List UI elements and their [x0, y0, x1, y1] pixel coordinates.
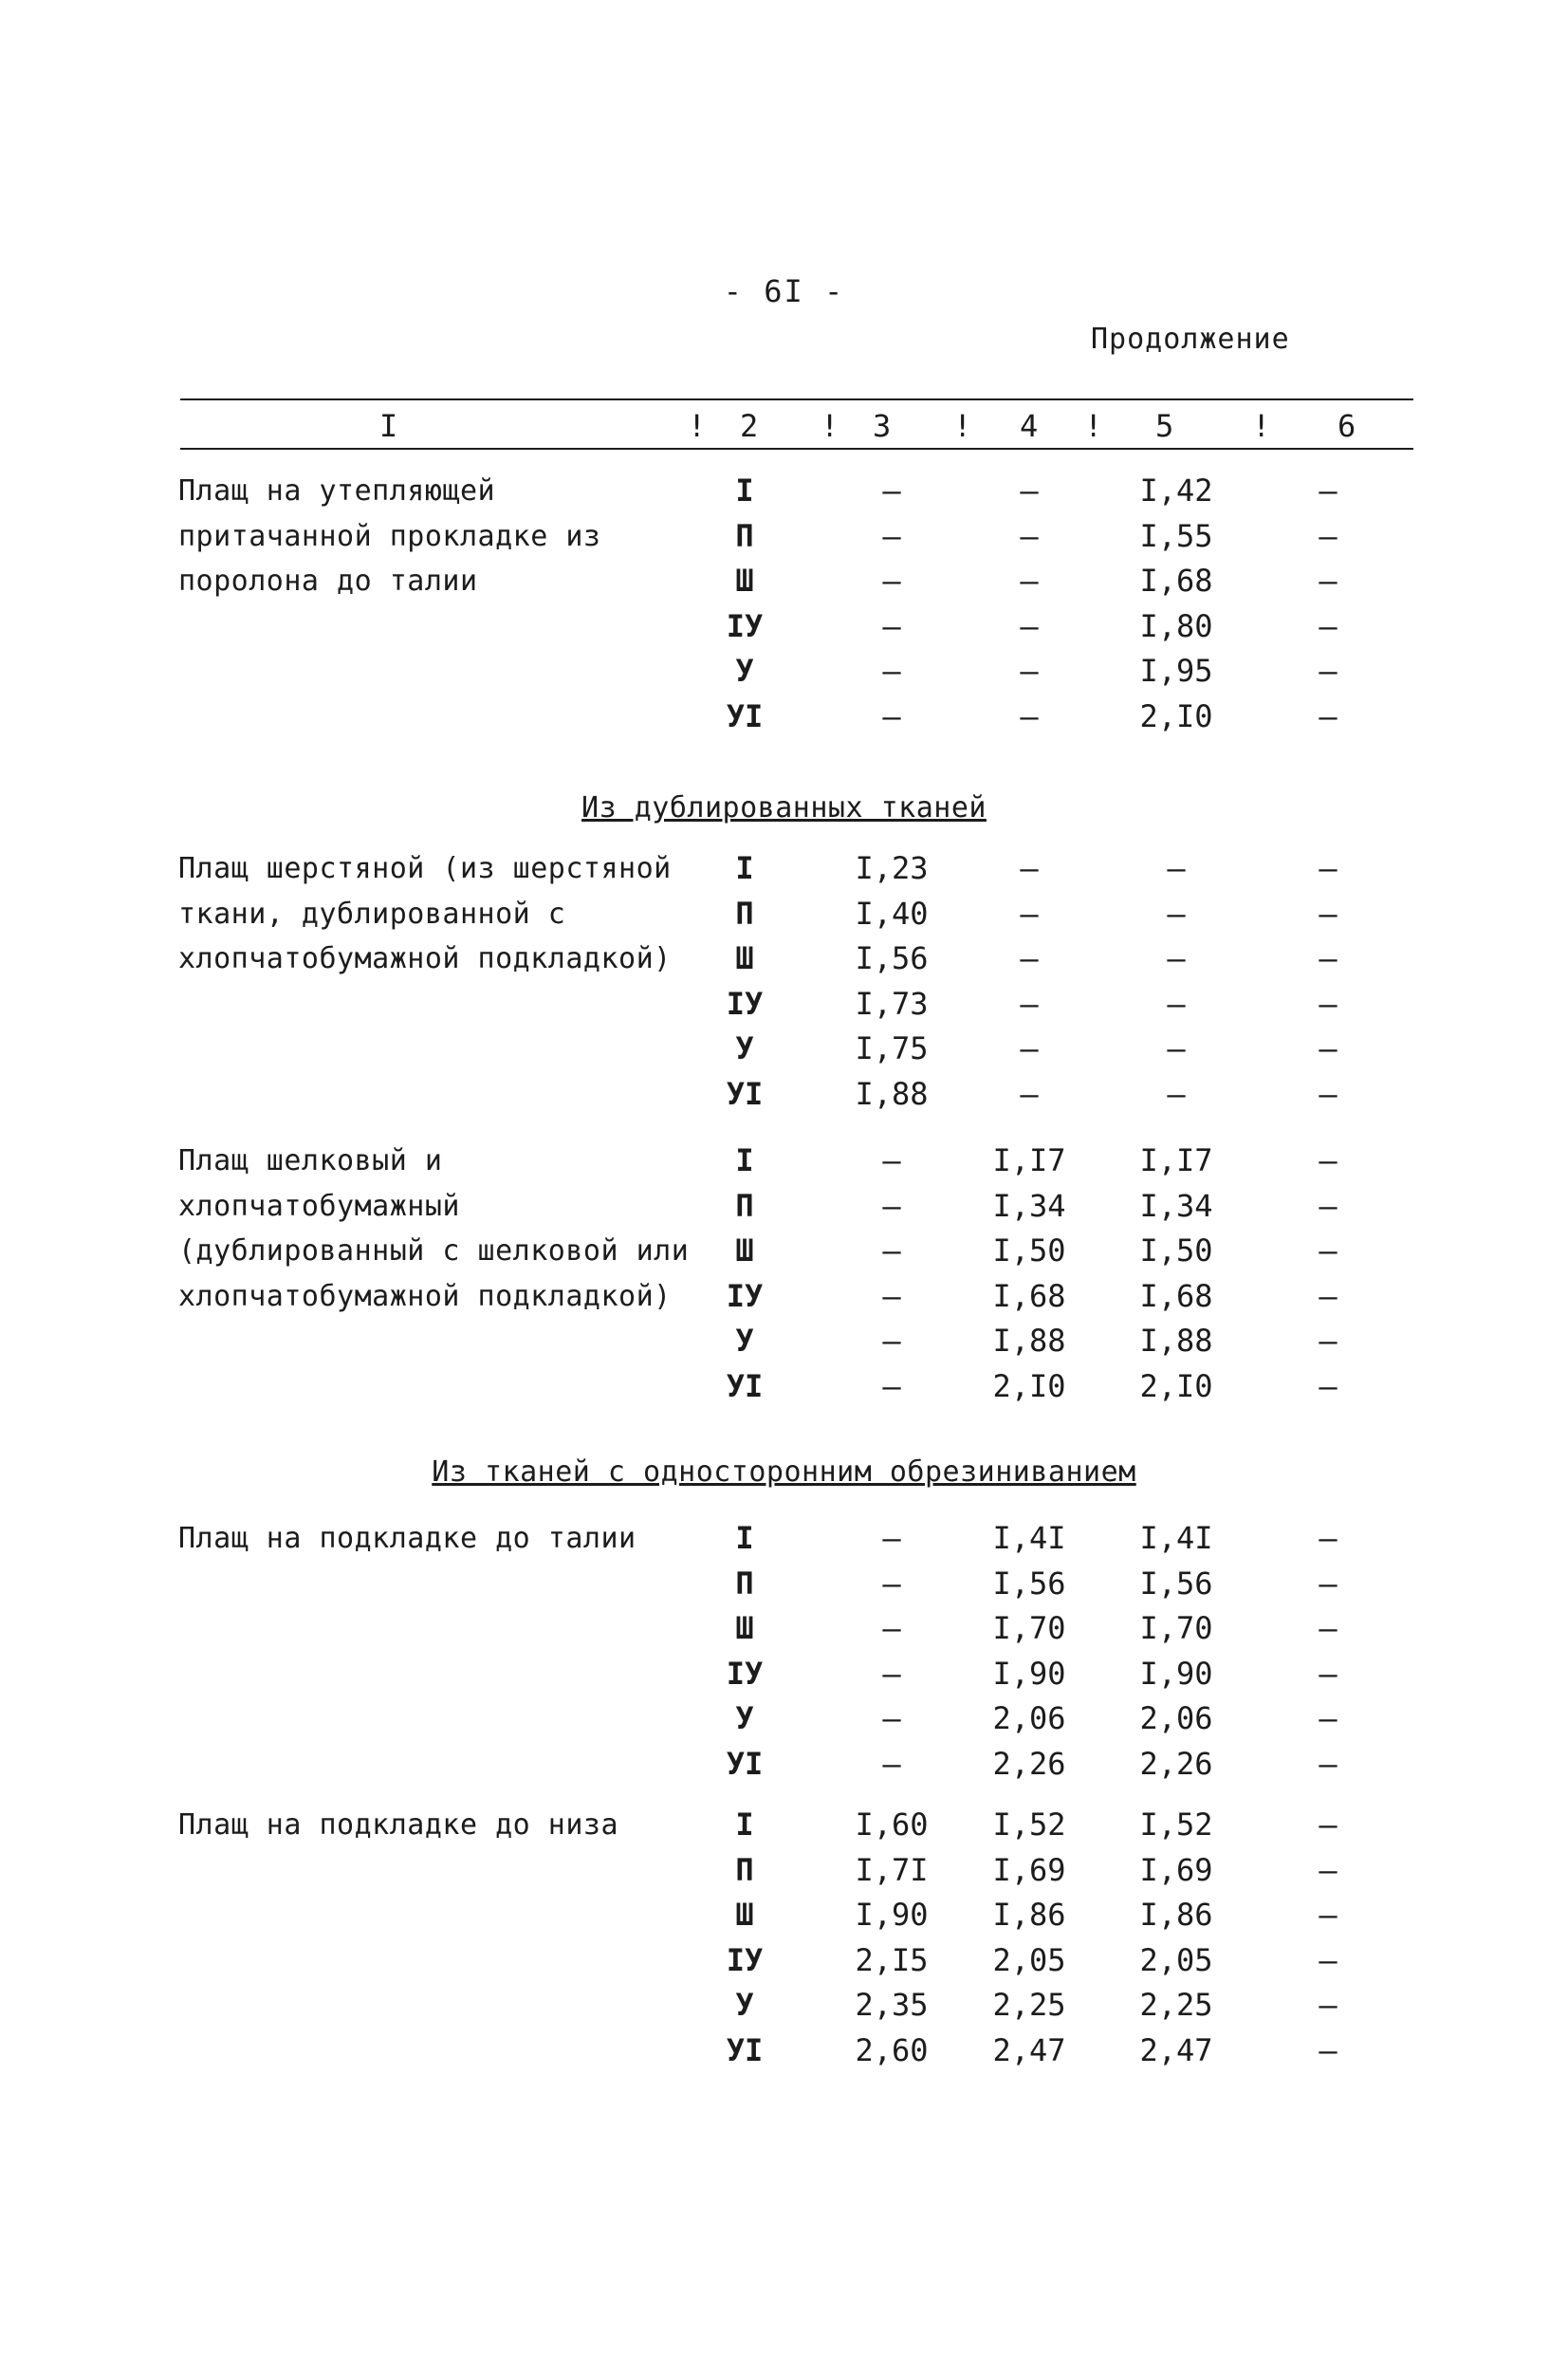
row-col-5: I,34 — [1139, 1187, 1213, 1224]
page-number: - 6I - — [723, 273, 845, 309]
row-size: П — [735, 1187, 754, 1224]
row-col-4: I,50 — [992, 1232, 1066, 1269]
table-row — [0, 1562, 1568, 1607]
row-size: У — [735, 1323, 754, 1360]
row-size: УI — [726, 1745, 764, 1782]
row-col-3: – — [882, 1700, 901, 1737]
row-col-4: – — [1020, 1075, 1039, 1112]
table-row — [0, 1696, 1568, 1742]
row-col-6: – — [1319, 1941, 1337, 1978]
row-col-6: – — [1319, 1897, 1337, 1934]
row-col-6: – — [1319, 1232, 1337, 1269]
table-header — [0, 408, 1568, 446]
row-col-4: 2,26 — [992, 1745, 1066, 1782]
row-size: Ш — [735, 940, 754, 977]
row-col-3: I,88 — [855, 1075, 929, 1112]
row-col-6: – — [1319, 1187, 1337, 1224]
continuation-label: Продолжение — [1091, 323, 1290, 356]
table-row — [0, 1184, 1568, 1230]
row-col-5: I,95 — [1139, 653, 1213, 690]
row-col-6: – — [1319, 517, 1337, 554]
table-row — [0, 1274, 1568, 1320]
row-col-6: – — [1319, 895, 1337, 932]
header-separator: ! — [1252, 408, 1271, 444]
row-size: У — [735, 1700, 754, 1737]
row-col-5: 2,05 — [1139, 1941, 1213, 1978]
row-size: УI — [726, 1367, 764, 1404]
row-col-6: – — [1319, 1030, 1337, 1067]
row-col-3: – — [882, 1323, 901, 1360]
row-col-6: – — [1319, 1806, 1337, 1843]
table-row — [0, 846, 1568, 892]
table-row — [0, 1652, 1568, 1697]
row-col-4: I,69 — [992, 1851, 1066, 1888]
row-col-6: – — [1319, 1367, 1337, 1404]
row-col-4: I,90 — [992, 1655, 1066, 1692]
row-col-4: I,4I — [992, 1520, 1066, 1556]
table-row — [0, 1848, 1568, 1894]
row-col-3: – — [882, 1520, 901, 1556]
row-col-3: – — [882, 1142, 901, 1178]
row-size: I — [735, 1520, 754, 1556]
row-col-5: – — [1167, 1030, 1186, 1067]
table-row — [0, 1229, 1568, 1274]
row-size: I — [735, 850, 754, 886]
table-header-rule — [180, 448, 1413, 450]
row-col-6: – — [1319, 940, 1337, 977]
row-size: IУ — [726, 985, 764, 1022]
table-row — [0, 604, 1568, 650]
table-row — [0, 1072, 1568, 1118]
table-row — [0, 1139, 1568, 1184]
row-col-5: I,55 — [1139, 517, 1213, 554]
row-col-4: – — [1020, 697, 1039, 734]
table-row — [0, 1027, 1568, 1072]
row-col-5: I,88 — [1139, 1323, 1213, 1360]
row-col-3: I,56 — [855, 940, 929, 977]
table-row — [0, 936, 1568, 982]
group-rows — [0, 469, 1568, 740]
row-col-6: – — [1319, 1277, 1337, 1314]
row-col-5: – — [1167, 895, 1186, 932]
row-col-6: – — [1319, 1610, 1337, 1647]
row-col-6: – — [1319, 1565, 1337, 1602]
row-col-3: – — [882, 1745, 901, 1782]
row-col-5: 2,25 — [1139, 1987, 1213, 2024]
row-col-6: – — [1319, 985, 1337, 1022]
row-size: I — [735, 1806, 754, 1843]
row-col-4: – — [1020, 653, 1039, 690]
row-col-3: 2,I5 — [855, 1941, 929, 1978]
table-row — [0, 2029, 1568, 2074]
row-col-4: – — [1020, 517, 1039, 554]
header-separator: ! — [1084, 408, 1103, 444]
row-size: П — [735, 1851, 754, 1888]
row-col-3: – — [882, 1565, 901, 1602]
row-size: У — [735, 653, 754, 690]
row-col-5: I,68 — [1139, 1277, 1213, 1314]
table-row — [0, 1516, 1568, 1562]
table-row — [0, 1938, 1568, 1984]
header-col-4: 4 — [1020, 408, 1039, 444]
table-row — [0, 892, 1568, 937]
row-col-6: – — [1319, 1851, 1337, 1888]
row-size: П — [735, 517, 754, 554]
row-col-5: I,52 — [1139, 1806, 1213, 1843]
header-col-3: 3 — [873, 408, 892, 444]
row-size: I — [735, 1142, 754, 1178]
header-separator: ! — [953, 408, 972, 444]
row-col-6: – — [1319, 1142, 1337, 1178]
row-size: I — [735, 472, 754, 509]
row-col-6: – — [1319, 850, 1337, 886]
table-row — [0, 1742, 1568, 1788]
header-col-6: 6 — [1337, 408, 1356, 444]
row-col-5: – — [1167, 850, 1186, 886]
row-col-4: I,86 — [992, 1897, 1066, 1934]
header-col-5: 5 — [1155, 408, 1174, 444]
row-size: IУ — [726, 1941, 764, 1978]
group-description: Плащ шерстяной (из шерстяной ткани, дублированной с хлопчатобумажной подкладкой) — [178, 852, 672, 975]
row-col-5: – — [1167, 1075, 1186, 1112]
row-col-5: I,80 — [1139, 607, 1213, 644]
row-size: Ш — [735, 563, 754, 600]
table-row — [0, 649, 1568, 695]
table-row — [0, 1606, 1568, 1652]
row-col-6: – — [1319, 1075, 1337, 1112]
table-row — [0, 1319, 1568, 1364]
table-row — [0, 1364, 1568, 1410]
header-col-2: 2 — [740, 408, 759, 444]
row-col-6: – — [1319, 607, 1337, 644]
row-col-5: I,90 — [1139, 1655, 1213, 1692]
row-col-4: I,88 — [992, 1323, 1066, 1360]
row-size: IУ — [726, 1655, 764, 1692]
group-description: Плащ на подкладке до низа — [178, 1808, 619, 1842]
row-size: IУ — [726, 1277, 764, 1314]
row-col-5: 2,26 — [1139, 1745, 1213, 1782]
row-col-5: I,69 — [1139, 1851, 1213, 1888]
row-col-3: I,60 — [855, 1806, 929, 1843]
row-col-3: – — [882, 1610, 901, 1647]
row-col-4: – — [1020, 472, 1039, 509]
section-title: Из тканей с односторонним обрезиниванием — [432, 1455, 1136, 1489]
row-col-4: 2,05 — [992, 1941, 1066, 1978]
row-col-5: I,I7 — [1139, 1142, 1213, 1178]
row-col-4: – — [1020, 607, 1039, 644]
group-description: Плащ на подкладке до талии — [178, 1522, 636, 1555]
row-col-5: – — [1167, 940, 1186, 977]
row-col-5: I,4I — [1139, 1520, 1213, 1556]
row-col-3: – — [882, 1367, 901, 1404]
section-title: Из дублированных тканей — [581, 791, 987, 824]
row-col-6: – — [1319, 2031, 1337, 2068]
row-col-6: – — [1319, 472, 1337, 509]
row-col-6: – — [1319, 1745, 1337, 1782]
row-size: Ш — [735, 1232, 754, 1269]
row-col-4: I,56 — [992, 1565, 1066, 1602]
row-col-5: I,70 — [1139, 1610, 1213, 1647]
row-col-4: – — [1020, 563, 1039, 600]
table-row — [0, 1893, 1568, 1938]
row-size: У — [735, 1030, 754, 1067]
row-col-3: – — [882, 1232, 901, 1269]
row-col-6: – — [1319, 1700, 1337, 1737]
group-rows — [0, 1516, 1568, 1788]
row-size: Ш — [735, 1610, 754, 1647]
row-col-3: – — [882, 607, 901, 644]
row-col-3: – — [882, 1655, 901, 1692]
group-description: Плащ шелковый и хлопчатобумажный (дублированный с шелковой или хлопчатобумажной подкладкой) — [178, 1144, 690, 1313]
row-col-6: – — [1319, 1987, 1337, 2024]
row-col-4: – — [1020, 1030, 1039, 1067]
row-col-5: 2,47 — [1139, 2031, 1213, 2068]
row-col-5: I,68 — [1139, 563, 1213, 600]
row-col-3: I,75 — [855, 1030, 929, 1067]
table-row — [0, 982, 1568, 1028]
row-col-5: I,56 — [1139, 1565, 1213, 1602]
group-rows — [0, 1139, 1568, 1410]
row-col-4: 2,I0 — [992, 1367, 1066, 1404]
row-col-6: – — [1319, 653, 1337, 690]
row-col-3: 2,60 — [855, 2031, 929, 2068]
row-size: П — [735, 1565, 754, 1602]
group-description: Плащ на утепляющей притачанной прокладке из поролона до талии — [178, 474, 601, 598]
row-col-4: – — [1020, 850, 1039, 886]
row-size: УI — [726, 697, 764, 734]
group-rows — [0, 1803, 1568, 2074]
row-size: Ш — [735, 1897, 754, 1934]
row-col-4: 2,06 — [992, 1700, 1066, 1737]
row-size: УI — [726, 1075, 764, 1112]
row-size: У — [735, 1987, 754, 2024]
row-col-3: – — [882, 1187, 901, 1224]
row-col-3: – — [882, 1277, 901, 1314]
table-row — [0, 1803, 1568, 1848]
table-row — [0, 695, 1568, 740]
table-row — [0, 559, 1568, 604]
group-rows — [0, 846, 1568, 1118]
row-col-3: – — [882, 472, 901, 509]
row-col-5: 2,I0 — [1139, 697, 1213, 734]
row-col-6: – — [1319, 1520, 1337, 1556]
row-col-3: I,73 — [855, 985, 929, 1022]
row-col-3: I,40 — [855, 895, 929, 932]
row-col-4: – — [1020, 985, 1039, 1022]
row-col-6: – — [1319, 1655, 1337, 1692]
row-col-3: 2,35 — [855, 1987, 929, 2024]
row-col-4: I,52 — [992, 1806, 1066, 1843]
row-col-4: I,68 — [992, 1277, 1066, 1314]
row-col-6: – — [1319, 1323, 1337, 1360]
row-col-4: I,70 — [992, 1610, 1066, 1647]
row-col-5: I,42 — [1139, 472, 1213, 509]
row-col-6: – — [1319, 563, 1337, 600]
row-col-4: I,I7 — [992, 1142, 1066, 1178]
row-col-4: – — [1020, 940, 1039, 977]
table-row — [0, 469, 1568, 514]
row-col-5: 2,06 — [1139, 1700, 1213, 1737]
row-col-3: – — [882, 697, 901, 734]
row-col-5: I,50 — [1139, 1232, 1213, 1269]
row-size: IУ — [726, 607, 764, 644]
row-size: П — [735, 895, 754, 932]
row-col-3: – — [882, 563, 901, 600]
row-col-3: I,23 — [855, 850, 929, 886]
row-col-5: 2,I0 — [1139, 1367, 1213, 1404]
row-col-4: 2,47 — [992, 2031, 1066, 2068]
table-row — [0, 514, 1568, 560]
row-col-5: I,86 — [1139, 1897, 1213, 1934]
row-col-3: I,90 — [855, 1897, 929, 1934]
row-col-3: – — [882, 517, 901, 554]
table-top-rule — [180, 398, 1413, 400]
row-col-3: – — [882, 653, 901, 690]
header-separator: ! — [821, 408, 839, 444]
row-col-6: – — [1319, 697, 1337, 734]
row-col-5: – — [1167, 985, 1186, 1022]
row-col-4: I,34 — [992, 1187, 1066, 1224]
row-col-4: 2,25 — [992, 1987, 1066, 2024]
header-col-1: I — [379, 408, 398, 444]
row-size: УI — [726, 2031, 764, 2068]
header-separator: ! — [688, 408, 707, 444]
row-col-3: I,7I — [855, 1851, 929, 1888]
row-col-4: – — [1020, 895, 1039, 932]
table-row — [0, 1983, 1568, 2029]
